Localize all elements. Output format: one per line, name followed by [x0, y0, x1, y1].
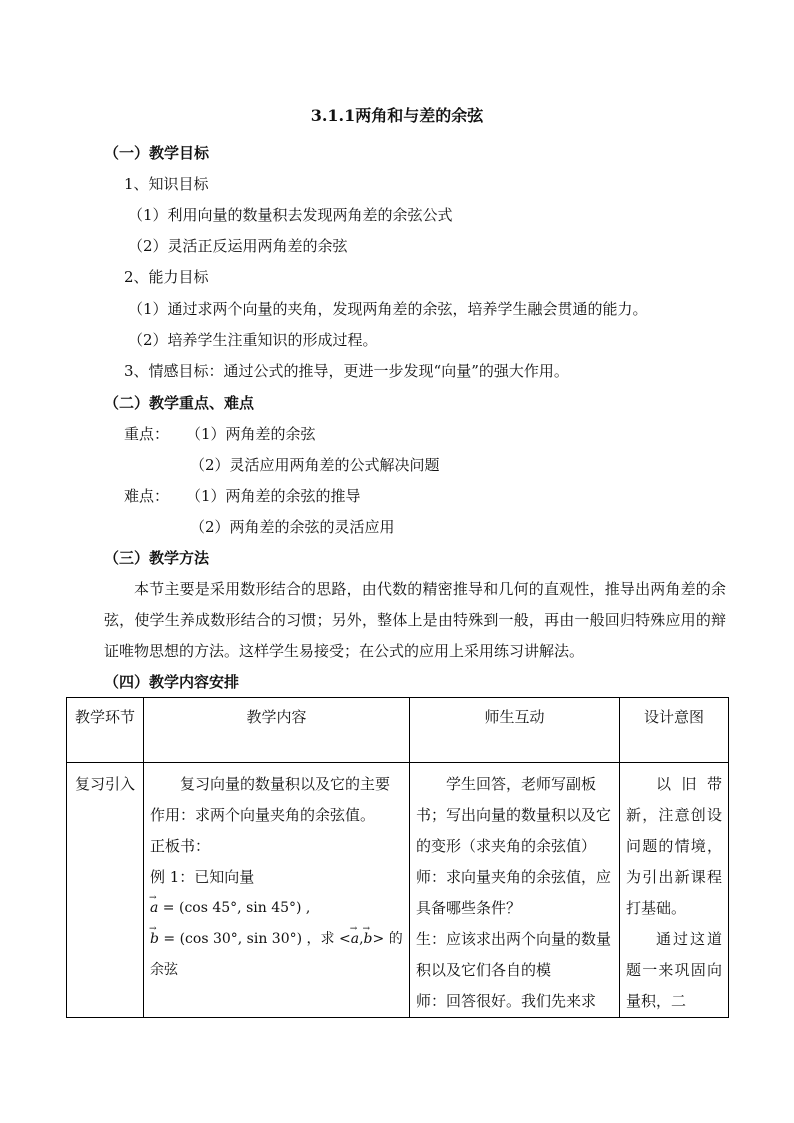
angle-vector-a: → a	[351, 924, 359, 955]
knowledge-goal-2: （2）灵活正反运用两角差的余弦	[128, 237, 348, 255]
cell-content	[144, 763, 410, 1018]
ability-goal-2: （2）培养学生注重知识的形成过程。	[128, 331, 378, 349]
knowledge-goal-heading: 1、知识目标	[124, 175, 209, 193]
angle-vector-b: → b	[364, 924, 373, 955]
section-heading-objectives: （一）教学目标	[104, 144, 210, 162]
cell-interaction	[410, 763, 620, 1018]
interaction-1: 学生回答，老师写副板书；写出向量的数量积以及它的变形（求夹角的余弦值）	[416, 775, 612, 855]
header-content: 教学内容	[144, 698, 410, 763]
method-paragraph: 本节主要是采用数形结合的思路，由代数的精密推导和几何的直观性，推导出两角差的余弦，使学生养成数形结合的习惯；另外，整体上是由特殊到一般，再由一般回归特殊应用的辩证唯物思想的方法。这样学生易接受；在公式的应用上采用练习讲解法。	[104, 580, 726, 660]
section-heading-method: （三）教学方法	[104, 549, 210, 567]
knowledge-goal-1: （1）利用向量的数量积去发现两角差的余弦公式	[128, 206, 453, 224]
interaction-2: 师：求向量夹角的余弦值，应具备哪些条件？	[416, 868, 612, 917]
header-intent: 设计意图	[620, 698, 729, 763]
header-interaction: 师生互动	[410, 698, 620, 763]
content-review: 复习向量的数量积以及它的主要作用：求两个向量夹角的余弦值。	[150, 775, 391, 824]
key-point-1: （1）两角差的余弦	[186, 425, 316, 443]
interaction-4: 师：回答很好。我们先来求	[416, 992, 597, 1010]
section-heading-arrangement: （四）教学内容安排	[104, 673, 240, 691]
section-heading-key-points: （二）教学重点、难点	[104, 394, 255, 412]
cell-intent	[620, 763, 729, 1018]
difficulty-2: （2）两角差的余弦的灵活应用	[190, 518, 395, 536]
key-point-label: 重点：	[124, 425, 170, 443]
stage-text: 复习引入	[74, 775, 135, 793]
key-point-2: （2）灵活应用两角差的公式解决问题	[190, 456, 440, 474]
difficulty-1: （1）两角差的余弦的推导	[186, 487, 361, 505]
document-title: 3.1.1两角和与差的余弦	[310, 106, 484, 125]
ask-prefix: 求 <	[320, 931, 351, 947]
angle-comma: ,	[359, 931, 364, 947]
vector-a-symbol: → a	[150, 893, 158, 924]
intent-2: 通过这道题一来巩固向量积，二	[626, 930, 722, 1010]
table-header-row	[67, 698, 729, 763]
lesson-plan-table	[66, 697, 729, 1018]
ability-goal-1: （1）通过求两个向量的夹角，发现两角差的余弦，培养学生融会贯通的能力。	[128, 300, 648, 318]
header-stage: 教学环节	[67, 698, 144, 763]
vector-b-symbol: → b	[150, 924, 159, 955]
vector-b-definition	[150, 924, 403, 986]
ability-goal-heading: 2、能力目标	[124, 268, 209, 286]
vector-a-expression: = (cos 45°, sin 45°) ,	[158, 900, 311, 916]
table-row	[67, 763, 729, 1018]
content-example: 例 1：已知向量	[150, 868, 255, 886]
ask-suffix: > 的余弦	[150, 931, 403, 978]
content-board: 正板书：	[150, 837, 211, 855]
vector-b-expression: = (cos 30°, sin 30°) ，	[158, 931, 321, 947]
interaction-3: 生：应该求出两个向量的数量积以及它们各自的模	[416, 930, 612, 979]
cell-stage	[67, 763, 144, 1018]
difficulty-label: 难点：	[124, 487, 170, 505]
emotion-goal: 3、情感目标：通过公式的推导，更进一步发现“向量”的强大作用。	[124, 362, 569, 380]
intent-1: 以旧带新，注意创设问题的情境，为引出新课程打基础。	[626, 775, 722, 917]
